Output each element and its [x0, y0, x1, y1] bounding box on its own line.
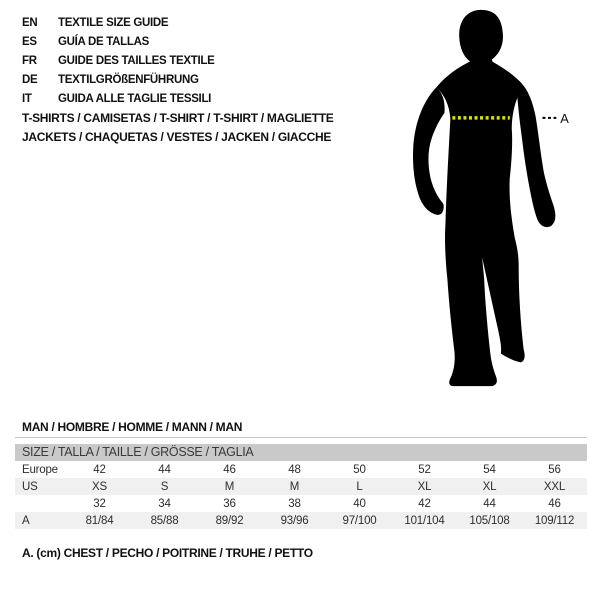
list-item: [22, 89, 215, 108]
table-cell: 32: [93, 497, 106, 510]
table-row: [15, 478, 587, 495]
table-cell: 81/84: [85, 514, 114, 527]
table-cell: 44: [158, 463, 171, 476]
language-code: FR: [22, 54, 37, 67]
row-label: A: [22, 514, 30, 527]
table-cell: 97/100: [342, 514, 377, 527]
silhouette-body: [437, 61, 525, 386]
table-cell: 46: [548, 497, 561, 510]
language-title: GUIDA ALLE TAGLIE TESSILI: [58, 92, 212, 105]
language-code: DE: [22, 73, 38, 86]
table-cell: 85/88: [150, 514, 179, 527]
table-cell: 109/112: [534, 514, 575, 527]
table-cell: XL: [417, 480, 432, 493]
table-cell: 89/92: [215, 514, 244, 527]
language-title: TEXTILE SIZE GUIDE: [58, 16, 169, 29]
language-list: [22, 13, 215, 108]
row-label: Europe: [22, 463, 58, 476]
table-cell: 38: [288, 497, 301, 510]
measurement-footnote: A. (cm) CHEST / PECHO / POITRINE / TRUHE / PETTO: [22, 546, 313, 560]
language-code: EN: [22, 16, 38, 29]
table-cell: 44: [483, 497, 496, 510]
language-code: ES: [22, 35, 37, 48]
table-cell: XXL: [543, 480, 566, 493]
category-jackets: JACKETS / CHAQUETAS / VESTES / JACKEN / GIACCHE: [22, 130, 332, 144]
table-cell: 93/96: [280, 514, 309, 527]
garment-categories: [22, 109, 334, 147]
language-title: TEXTILGRÖßENFÜHRUNG: [58, 73, 199, 86]
table-cell: M: [224, 480, 235, 493]
table-cell: 48: [288, 463, 301, 476]
list-item: [22, 32, 215, 51]
table-cell: 54: [483, 463, 496, 476]
table-cell: 42: [418, 497, 431, 510]
table-row: [15, 495, 587, 512]
measure-label-a: A: [560, 110, 569, 126]
table-row: [15, 512, 587, 529]
table-cell: 36: [223, 497, 236, 510]
list-item: [22, 70, 215, 89]
language-code: IT: [22, 92, 32, 105]
man-silhouette-figure: [400, 2, 575, 398]
table-cell: 56: [548, 463, 561, 476]
category-tshirts: T-SHIRTS / CAMISETAS / T-SHIRT / T-SHIRT / MAGLIETTE: [22, 111, 334, 125]
table-row: [15, 461, 587, 478]
table-header: SIZE / TALLA / TAILLE / GRÖSSE / TAGLIA: [15, 444, 587, 461]
table-cell: 50: [353, 463, 366, 476]
size-table: [15, 437, 587, 529]
table-cell: 101/104: [404, 514, 445, 527]
table-cell: M: [289, 480, 300, 493]
table-cell: XS: [92, 480, 107, 493]
table-cell: L: [356, 480, 363, 493]
section-title-man: MAN / HOMBRE / HOMME / MANN / MAN: [22, 420, 243, 434]
table-cell: S: [160, 480, 169, 493]
table-cell: 42: [93, 463, 106, 476]
list-item: [22, 13, 215, 32]
table-top-divider: [15, 437, 587, 438]
silhouette-right-arm: [517, 82, 555, 227]
language-title: GUÍA DE TALLAS: [58, 35, 149, 48]
table-cell: 46: [223, 463, 236, 476]
table-cell: XL: [482, 480, 497, 493]
man-silhouette: [400, 2, 575, 398]
table-cell: 105/108: [469, 514, 510, 527]
table-cell: 40: [353, 497, 366, 510]
row-label: US: [22, 480, 38, 493]
list-item: [22, 51, 215, 70]
language-title: GUIDE DES TAILLES TEXTILE: [58, 54, 215, 67]
silhouette-left-arm: [413, 87, 445, 215]
table-cell: 34: [158, 497, 171, 510]
table-cell: 52: [418, 463, 431, 476]
